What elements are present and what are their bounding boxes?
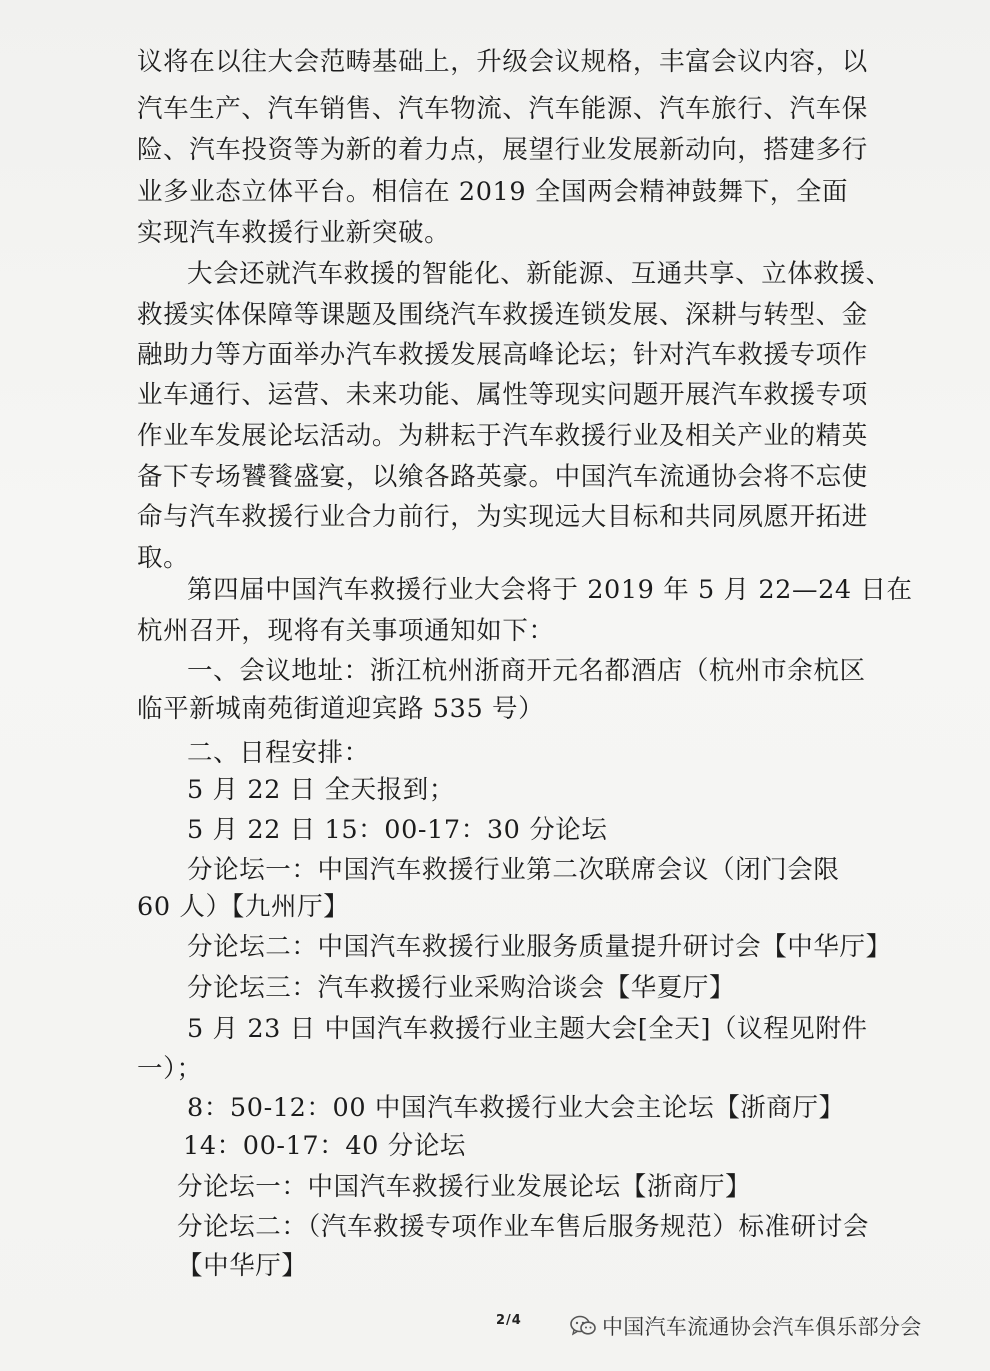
- text-line: 业车通行、运营、未来功能、属性等现实问题开展汽车救援专项: [137, 380, 868, 410]
- text-line: 取。: [137, 543, 190, 573]
- text-line: 实现汽车救援行业新突破。: [137, 218, 451, 248]
- text-line: 议将在以往大会范畴基础上，升级会议规格，丰富会议内容，以: [137, 47, 868, 77]
- text-line: 5 月 22 日 15：00-17：30 分论坛: [187, 815, 608, 845]
- text-line: 第四届中国汽车救援行业大会将于 2019 年 5 月 22—24 日在: [187, 575, 913, 605]
- text-line: 作业车发展论坛活动。为耕耘于汽车救援行业及相关产业的精英: [137, 421, 868, 451]
- watermark-text: 中国汽车流通协会汽车俱乐部分会: [602, 1315, 922, 1339]
- text-line: 一、会议地址：浙江杭州浙商开元名都酒店（杭州市余杭区: [187, 656, 866, 686]
- text-line: 杭州召开，现将有关事项通知如下：: [137, 616, 555, 646]
- text-line: 临平新城南苑街道迎宾路 535 号）: [137, 694, 545, 724]
- text-line: 8：50-12：00 中国汽车救援行业大会主论坛【浙商厅】: [187, 1093, 845, 1123]
- text-line: 分论坛二：（汽车救援专项作业车售后服务规范）标准研讨会: [177, 1212, 869, 1242]
- text-line: 业多业态立体平台。相信在 2019 全国两会精神鼓舞下，全面: [137, 177, 849, 207]
- text-line: 融助力等方面举办汽车救援发展高峰论坛；针对汽车救援专项作: [137, 340, 868, 370]
- page-number: 2/4: [496, 1313, 522, 1328]
- text-line: 命与汽车救援行业合力前行，为实现远大目标和共同夙愿开拓进: [137, 502, 868, 532]
- watermark: [570, 1311, 922, 1341]
- text-line: 分论坛一：中国汽车救援行业第二次联席会议（闭门会限: [187, 855, 840, 885]
- text-line: 救援实体保障等课题及围绕汽车救援连锁发展、深耕与转型、金: [137, 300, 868, 330]
- text-line: 5 月 22 日 全天报到；: [187, 775, 455, 805]
- text-line: 一）；: [137, 1054, 203, 1084]
- text-line: 14：00-17：40 分论坛: [183, 1131, 467, 1161]
- text-line: 5 月 23 日 中国汽车救援行业主题大会[全天]（议程见附件: [187, 1014, 868, 1044]
- text-line: 分论坛二：中国汽车救援行业服务质量提升研讨会【中华厅】: [187, 932, 892, 962]
- text-line: 备下专场饕餮盛宴，以飨各路英豪。中国汽车流通协会将不忘使: [137, 462, 868, 492]
- text-line: 险、汽车投资等为新的着力点，展望行业发展新动向，搭建多行: [137, 135, 868, 165]
- text-line: 分论坛三：汽车救援行业采购洽谈会【华夏厅】: [187, 973, 736, 1003]
- text-line: 60 人）【九州厅】: [137, 892, 350, 922]
- text-line: 二、日程安排：: [187, 738, 370, 768]
- wechat-icon: [570, 1315, 596, 1337]
- text-line: 大会还就汽车救援的智能化、新能源、互通共享、立体救援、: [187, 259, 892, 289]
- text-line: 汽车生产、汽车销售、汽车物流、汽车能源、汽车旅行、汽车保: [137, 94, 868, 124]
- text-line: 分论坛一：中国汽车救援行业发展论坛【浙商厅】: [177, 1172, 752, 1202]
- text-line: 【中华厅】: [177, 1251, 308, 1281]
